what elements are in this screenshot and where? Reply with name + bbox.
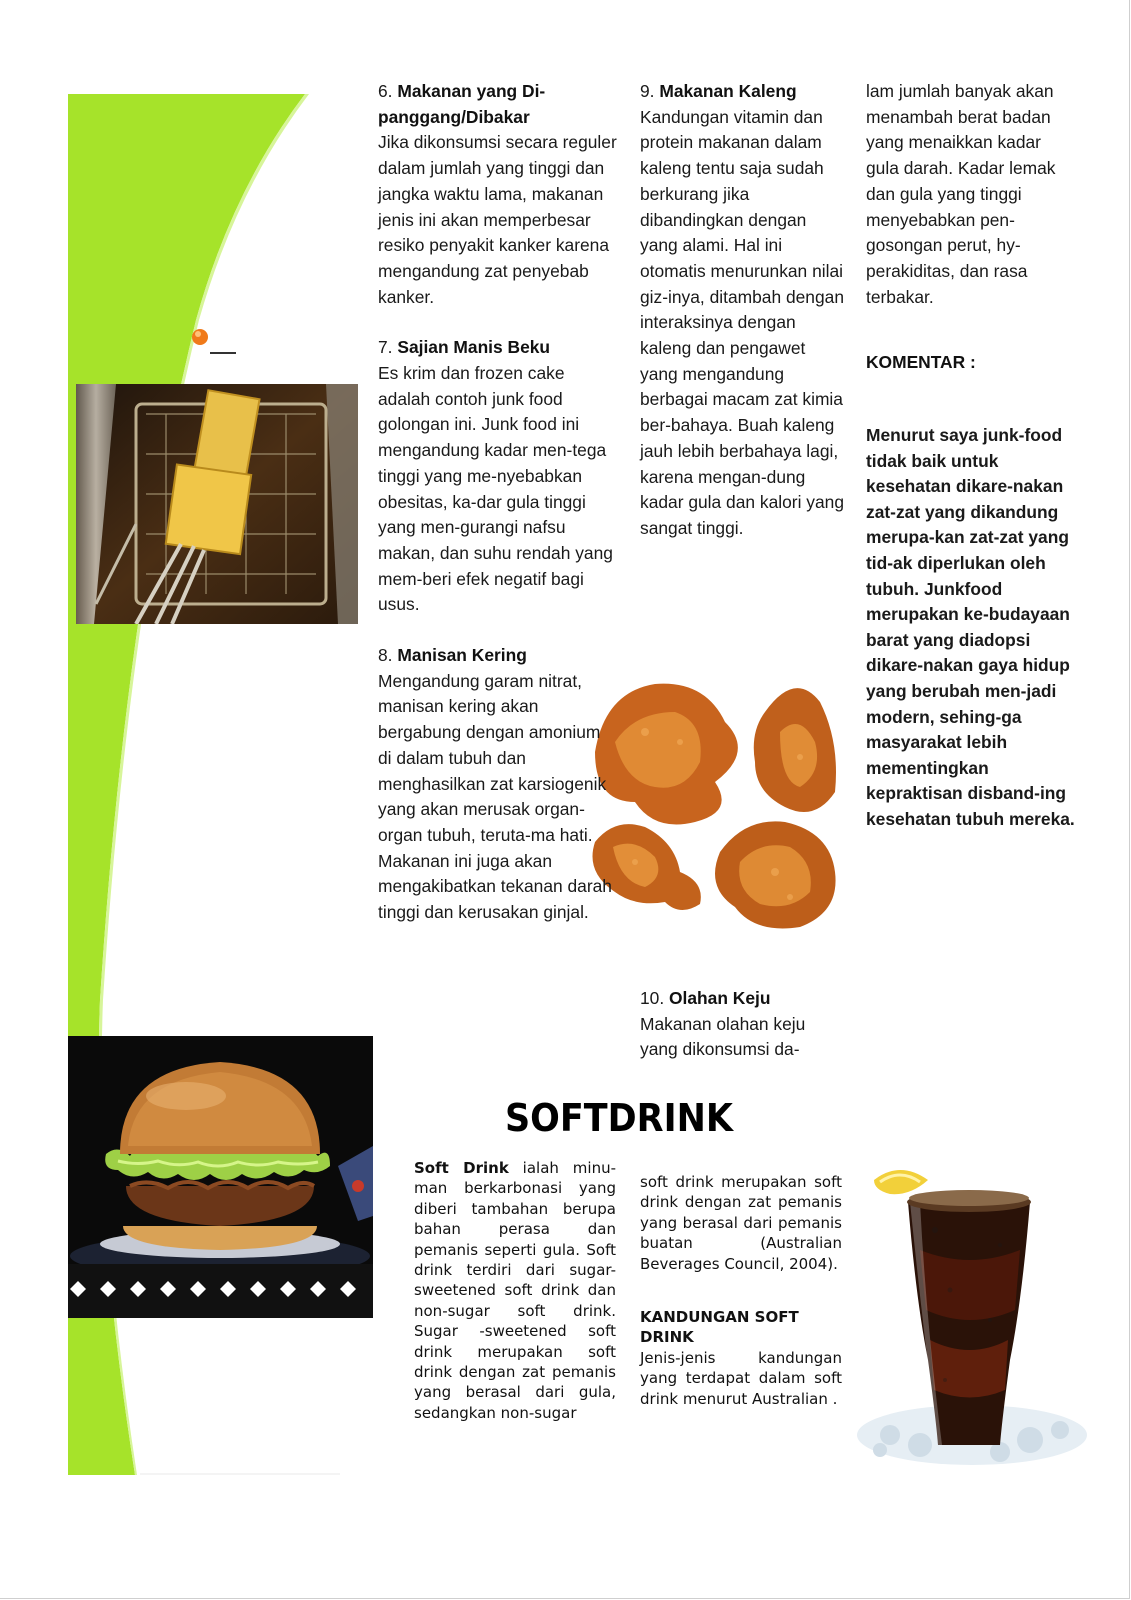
item-10: 10. Olahan Keju (640, 988, 771, 1008)
item-8: 8. Manisan Kering (378, 645, 527, 666)
item-6-body: Jika dikonsumsi secara reguler dalam jumlah yang tinggi dan jangka waktu lama, makanan jenis ini akan memperbesar resiko penyakit kanker karena mengandung zat penyebab kanker. (378, 132, 617, 307)
softdrink-para-2: soft drink merupakan soft drink dengan zat pemanis yang berasal dari pemanis buatan (Australian Beverages Council, 2004). (640, 1173, 842, 1273)
item-7-body: Es krim dan frozen cake adalah contoh junk food golongan ini. Junk food ini mengandung kadar men-tega tinggi yang me-nyebabkan obesitas, ka-dar gula tinggi yang men-gurangi nafsu makan, dan suhu rendah yang mem-beri efek negatif bagi usus. (378, 363, 613, 615)
item-10-body: Makanan olahan keju yang dikonsumsi da- (640, 1013, 806, 1060)
item-7: 7. Sajian Manis Beku (378, 337, 551, 358)
item-6-title: Makanan yang Di-panggang/Dibakar (378, 81, 546, 127)
item-6: 6. Makanan yang Di-panggang/Dibakar (378, 81, 546, 127)
item-7-title: Sajian Manis Beku (397, 337, 551, 358)
item-10-continued: lam jumlah banyak akan menambah berat badan yang menaikkan kadar gula darah. Kadar lemak dan gula yang tinggi menyebabkan pen-gosongan perut, hy-perakiditas, dan rasa terbakar. (866, 81, 1056, 307)
item-9-body: Kandungan vitamin dan protein makanan dalam kaleng tentu saja sudah berkurang jika dibandingkan dengan yang alami. Hal ini otomatis menurunkan nilai giz-inya, ditambah dengan interaksinya dengan kaleng dan pengawet yang mengandung berbagai macam zat kimia ber-bahaya. Buah kaleng jauh lebih berbahaya lagi, karena mengan-dung kadar gula dan kalori yang sangat tinggi. (640, 106, 844, 538)
softdrink-title: SOFTDRINK (505, 1096, 733, 1140)
komentar-body: Menurut saya junk-food tidak baik untuk kesehatan dikare-nakan zat-zat yang dikandung merupa-kan zat-zat yang tid-ak diperlukan oleh tubuh. Junkfood merupakan ke-budayaan barat yang diadopsi dikare-nakan gaya hidup yang berubah men-jadi modern, sehing-ga masyarakat lebih mementingkan kepraktisan disband-ing kesehatan tubuh mereka. (866, 425, 1075, 829)
kandungan-body: Jenis-jenis kandungan yang terdapat dalam soft drink menurut Australian . (640, 1348, 842, 1408)
kandungan-title: KANDUNGAN SOFT DRINK (640, 1308, 799, 1347)
item-8-title: Manisan Kering (397, 645, 527, 666)
item-9: 9. Makanan Kaleng (640, 81, 797, 101)
komentar-label: KOMENTAR : (866, 352, 976, 373)
softdrink-lead: Soft Drink (414, 1159, 509, 1177)
softdrink-para-1: Soft Drink ialah minu-man berkarbonasi yang diberi tambahan berupa bahan perasa dan pemanis seperti gula. Soft drink terdiri dari sugar-sweetened soft drink dan non-sugar soft drink. Sugar -sweetened soft drink merupakan soft drink dengan zat pemanis yang berasal dari gula, sedangkan non-sugar (414, 1159, 617, 1422)
item-8-body: Mengandung garam nitrat, manisan kering akan bergabung dengan amonium di dalam tubuh dan menghasilkan zat karsiogenik yang akan merusak organ-organ tubuh, teruta-ma hati. Makanan ini juga akan mengakibatkan tekanan darah tinggi dan kerusakan ginjal. (378, 670, 612, 923)
item-10-title: Olahan Keju (669, 988, 771, 1008)
item-9-title: Makanan Kaleng (659, 81, 797, 101)
